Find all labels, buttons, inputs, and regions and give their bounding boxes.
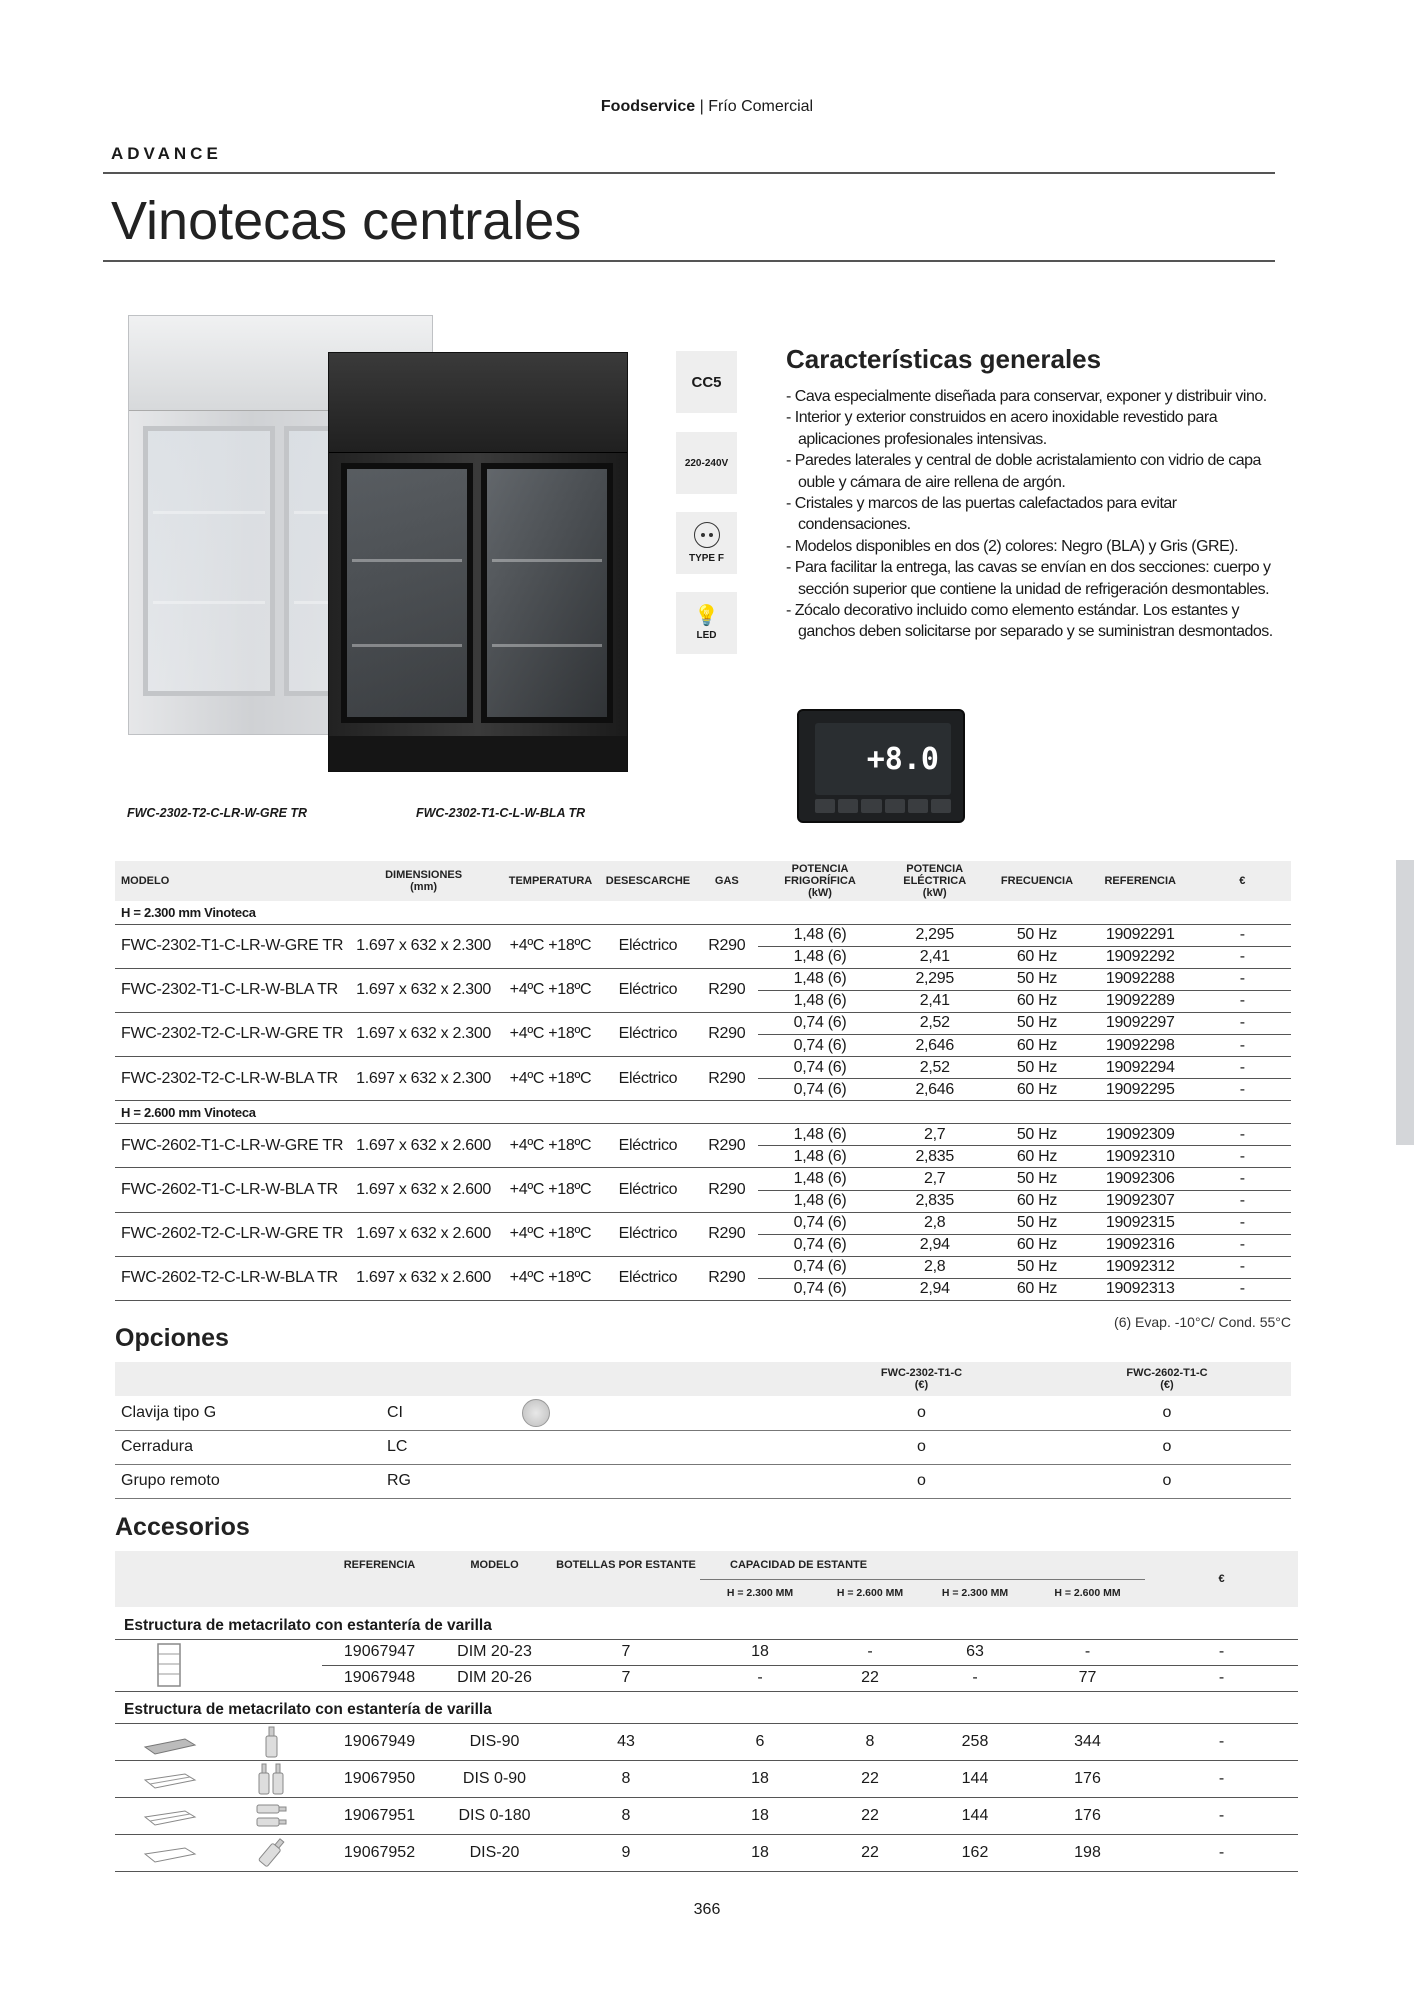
cell-referencia: 19092295 [1087, 1079, 1194, 1101]
cell-euro: - [1194, 1234, 1291, 1256]
feature-item: - Zócalo decorativo incluido como elemento estándar. Los estantes y ganchos deben solicitarse por separado y se suministran desmontados. [786, 602, 1273, 641]
col-h-2600-b: H = 2.600 MM [1030, 1579, 1145, 1607]
cell-potencia-electrica: 2,835 [882, 1190, 987, 1212]
cell-potencia-electrica: 2,7 [882, 1168, 987, 1190]
cell-temperatura: +4ºC +18ºC [501, 1012, 600, 1056]
accessory-model: DIS-20 [437, 1834, 552, 1871]
models-table-body [115, 901, 1291, 1301]
accessory-model: DIS 0-90 [437, 1760, 552, 1797]
accessory-cap: 77 [1030, 1665, 1145, 1691]
cell-dimensiones: 1.697 x 632 x 2.600 [346, 1168, 501, 1212]
page-title: Vinotecas centrales [111, 191, 582, 251]
cell-frecuencia: 50 Hz [987, 1124, 1087, 1146]
accessory-cap: 22 [820, 1760, 920, 1797]
cell-frecuencia: 60 Hz [987, 1190, 1087, 1212]
cell-referencia: 19092294 [1087, 1057, 1194, 1079]
cell-temperatura: +4ºC +18ºC [501, 1256, 600, 1300]
cell-potencia-electrica: 2,8 [882, 1212, 987, 1234]
accessory-ref: 19067951 [322, 1797, 437, 1834]
accessory-cap: - [1030, 1639, 1145, 1665]
wire-shelf-image [141, 1801, 197, 1831]
cell-referencia: 19092315 [1087, 1212, 1194, 1234]
cell-desescarche: Eléctrico [600, 1168, 696, 1212]
header-separator: | [695, 98, 709, 115]
accessory-row [115, 1834, 1298, 1871]
bottle-upright-icon [260, 1725, 284, 1759]
bottle-tilted-icon [255, 1836, 289, 1870]
accessory-cap: 176 [1030, 1797, 1145, 1834]
cell-potencia-frigorifica: 0,74 (6) [758, 1212, 883, 1234]
cell-modelo: FWC-2602-T2-C-LR-W-BLA TR [115, 1256, 346, 1300]
cell-desescarche: Eléctrico [600, 1212, 696, 1256]
accessory-cap: 344 [1030, 1723, 1145, 1760]
cell-frecuencia: 50 Hz [987, 1057, 1087, 1079]
cell-potencia-electrica: 2,94 [882, 1278, 987, 1300]
feature-item: - Cristales y marcos de las puertas calefactados para evitar condensaciones. [786, 495, 1177, 534]
cell-desescarche: Eléctrico [600, 924, 696, 968]
cell-frecuencia: 50 Hz [987, 924, 1087, 946]
cell-frecuencia: 60 Hz [987, 1034, 1087, 1056]
accessory-cap: 8 [820, 1723, 920, 1760]
cell-desescarche: Eléctrico [600, 1057, 696, 1101]
cell-gas: R290 [696, 1057, 758, 1101]
features-title: Características generales [786, 344, 1102, 374]
cell-dimensiones: 1.697 x 632 x 2.600 [346, 1256, 501, 1300]
cell-euro: - [1194, 1079, 1291, 1101]
feature-item: - Interior y exterior construidos en acero inoxidable revestido para aplicaciones profesionales intensivas. [786, 409, 1218, 448]
col-capacidad: CAPACIDAD DE ESTANTE [700, 1551, 1145, 1579]
accessory-row [115, 1639, 1298, 1665]
cell-potencia-frigorifica: 0,74 (6) [758, 1079, 883, 1101]
cell-frecuencia: 60 Hz [987, 1079, 1087, 1101]
cell-modelo: FWC-2602-T1-C-LR-W-GRE TR [115, 1124, 346, 1168]
cell-temperatura: +4ºC +18ºC [501, 1124, 600, 1168]
socket-type-f-icon: TYPE F [676, 512, 737, 574]
cell-referencia: 19092310 [1087, 1146, 1194, 1168]
header-section: Foodservice [600, 98, 696, 115]
accessory-cap: - [700, 1665, 820, 1691]
header-subsection: Frío Comercial [708, 98, 814, 115]
table-row [115, 968, 1291, 990]
feature-item: - Paredes laterales y central de doble acristalamiento con vidrio de capa ouble y cámara de aire rellena de argón. [786, 452, 1261, 491]
cell-potencia-electrica: 2,646 [882, 1034, 987, 1056]
cell-dimensiones: 1.697 x 632 x 2.600 [346, 1124, 501, 1168]
cell-desescarche: Eléctrico [600, 1256, 696, 1300]
table-row [115, 1124, 1291, 1146]
option-value: o [1043, 1396, 1291, 1430]
feature-item: - Para facilitar la entrega, las cavas se envían en dos secciones: cuerpo y sección superior que contiene la unidad de refrigeración desmontables. [786, 559, 1271, 598]
cell-potencia-frigorifica: 0,74 (6) [758, 1012, 883, 1034]
cell-potencia-electrica: 2,41 [882, 946, 987, 968]
cell-referencia: 19092292 [1087, 946, 1194, 968]
product-image [118, 310, 628, 760]
accessory-price: - [1145, 1639, 1298, 1665]
option-code: CI [375, 1396, 500, 1430]
cell-gas: R290 [696, 1168, 758, 1212]
accessory-model: DIS-90 [437, 1723, 552, 1760]
cell-potencia-frigorifica: 1,48 (6) [758, 990, 883, 1012]
accessory-cap: 6 [700, 1723, 820, 1760]
cell-dimensiones: 1.697 x 632 x 2.300 [346, 1012, 501, 1056]
cell-temperatura: +4ºC +18ºC [501, 968, 600, 1012]
accessory-cap: 18 [700, 1760, 820, 1797]
black-cabinet-image [328, 352, 628, 772]
cell-gas: R290 [696, 1256, 758, 1300]
page-number: 366 [693, 1901, 721, 1918]
cell-referencia: 19092309 [1087, 1124, 1194, 1146]
cell-potencia-electrica: 2,646 [882, 1079, 987, 1101]
cell-potencia-frigorifica: 0,74 (6) [758, 1057, 883, 1079]
cell-frecuencia: 50 Hz [987, 1212, 1087, 1234]
cell-potencia-frigorifica: 1,48 (6) [758, 1124, 883, 1146]
cell-referencia: 19092288 [1087, 968, 1194, 990]
col-referencia: REFERENCIA [1087, 861, 1194, 901]
col-referencia: REFERENCIA [322, 1551, 437, 1607]
cell-euro: - [1194, 1278, 1291, 1300]
accessory-row [115, 1723, 1298, 1760]
accessory-cap: - [920, 1665, 1030, 1691]
cell-potencia-frigorifica: 0,74 (6) [758, 1034, 883, 1056]
cell-euro: - [1194, 1057, 1291, 1079]
cell-dimensiones: 1.697 x 632 x 2.300 [346, 924, 501, 968]
accessory-bottles: 7 [552, 1639, 700, 1665]
accessory-price: - [1145, 1760, 1298, 1797]
cell-potencia-electrica: 2,94 [882, 1234, 987, 1256]
table-row [115, 1057, 1291, 1079]
accessory-model: DIM 20-23 [437, 1639, 552, 1665]
wire-shelf-image [141, 1764, 197, 1794]
accessory-group-label: Estructura de metacrilato con estantería de varilla [115, 1607, 1298, 1639]
cell-frecuencia: 50 Hz [987, 1256, 1087, 1278]
col-frecuencia: FRECUENCIA [987, 861, 1087, 901]
cell-frecuencia: 50 Hz [987, 1012, 1087, 1034]
cell-euro: - [1194, 1212, 1291, 1234]
accessory-cap: 63 [920, 1639, 1030, 1665]
col-temperatura: TEMPERATURA [501, 861, 600, 901]
cell-euro: - [1194, 1168, 1291, 1190]
col-desescarche: DESESCARCHE [600, 861, 696, 901]
col-h-2300-b: H = 2.300 MM [920, 1579, 1030, 1607]
option-value: o [1043, 1464, 1291, 1498]
accessory-ref: 19067947 [322, 1639, 437, 1665]
feature-item: - Cava especialmente diseñada para conservar, exponer y distribuir vino. [786, 388, 1267, 405]
option-value: o [800, 1430, 1043, 1464]
col-botellas: BOTELLAS POR ESTANTE [552, 1551, 700, 1607]
group-row [115, 901, 1291, 924]
cell-potencia-electrica: 2,41 [882, 990, 987, 1012]
cell-potencia-frigorifica: 1,48 (6) [758, 968, 883, 990]
col-fwc-2302: FWC-2302-T1-C (€) [800, 1362, 1043, 1396]
accessory-cap: 144 [920, 1797, 1030, 1834]
cell-desescarche: Eléctrico [600, 1012, 696, 1056]
accessory-bottles: 8 [552, 1760, 700, 1797]
cell-potencia-frigorifica: 1,48 (6) [758, 1168, 883, 1190]
accessory-model: DIM 20-26 [437, 1665, 552, 1691]
accessory-cap: 18 [700, 1834, 820, 1871]
cell-modelo: FWC-2302-T1-C-LR-W-GRE TR [115, 924, 346, 968]
cc5-badge-icon: CC5 [676, 351, 737, 413]
cell-euro: - [1194, 1256, 1291, 1278]
option-name: Cerradura [115, 1430, 375, 1464]
accessory-bottles: 7 [552, 1665, 700, 1691]
col-modelo: MODELO [437, 1551, 552, 1607]
controller-image [797, 709, 965, 823]
models-table [115, 861, 1291, 1301]
cell-potencia-electrica: 2,295 [882, 924, 987, 946]
table-row [115, 1256, 1291, 1278]
cell-modelo: FWC-2302-T1-C-LR-W-BLA TR [115, 968, 346, 1012]
cell-euro: - [1194, 990, 1291, 1012]
cell-frecuencia: 60 Hz [987, 946, 1087, 968]
option-value: o [800, 1464, 1043, 1498]
options-table [115, 1362, 1291, 1499]
cell-potencia-electrica: 2,52 [882, 1012, 987, 1034]
accessory-model: DIS 0-180 [437, 1797, 552, 1834]
accessory-row [115, 1665, 1298, 1691]
controller-display: +8.0 [815, 723, 951, 795]
cell-potencia-frigorifica: 1,48 (6) [758, 1190, 883, 1212]
options-title: Opciones [115, 1324, 229, 1352]
accessory-bottles: 8 [552, 1797, 700, 1834]
cell-potencia-frigorifica: 1,48 (6) [758, 924, 883, 946]
col-gas: GAS [696, 861, 758, 901]
features-list [786, 386, 1276, 643]
col-modelo: MODELO [115, 861, 346, 901]
col-potencia-electrica: POTENCIA ELÉCTRICA (kW) [882, 861, 987, 901]
cell-referencia: 19092289 [1087, 990, 1194, 1012]
cell-frecuencia: 50 Hz [987, 968, 1087, 990]
col-dimensiones: DIMENSIONES (mm) [346, 861, 501, 901]
feature-item: - Modelos disponibles en dos (2) colores: Negro (BLA) y Gris (GRE). [786, 537, 1239, 555]
cell-potencia-frigorifica: 1,48 (6) [758, 946, 883, 968]
accessory-cap: 258 [920, 1723, 1030, 1760]
cell-frecuencia: 60 Hz [987, 990, 1087, 1012]
accessory-cap: 144 [920, 1760, 1030, 1797]
cell-potencia-frigorifica: 1,48 (6) [758, 1146, 883, 1168]
wire-shelf-image [141, 1838, 197, 1868]
side-tab [1396, 860, 1414, 1145]
accessories-table [115, 1551, 1298, 1872]
caption-right: FWC-2302-T1-C-L-W-BLA TR [416, 806, 586, 820]
cell-frecuencia: 60 Hz [987, 1278, 1087, 1300]
option-code: RG [375, 1464, 500, 1498]
accessory-price: - [1145, 1723, 1298, 1760]
accessory-cap: 198 [1030, 1834, 1145, 1871]
cell-referencia: 19092316 [1087, 1234, 1194, 1256]
option-name: Grupo remoto [115, 1464, 375, 1498]
col-fwc-2602: FWC-2602-T1-C (€) [1043, 1362, 1291, 1396]
cell-potencia-electrica: 2,7 [882, 1124, 987, 1146]
accessory-ref: 19067950 [322, 1760, 437, 1797]
cell-potencia-frigorifica: 0,74 (6) [758, 1278, 883, 1300]
cell-temperatura: +4ºC +18ºC [501, 1168, 600, 1212]
accessories-title: Accesorios [115, 1513, 250, 1541]
cell-referencia: 19092291 [1087, 924, 1194, 946]
accessories-table-header [115, 1551, 1298, 1579]
cell-potencia-electrica: 2,8 [882, 1256, 987, 1278]
cell-gas: R290 [696, 1212, 758, 1256]
table-row [115, 1168, 1291, 1190]
accessory-price: - [1145, 1834, 1298, 1871]
cell-desescarche: Eléctrico [600, 968, 696, 1012]
table-row [115, 1212, 1291, 1234]
cell-gas: R290 [696, 924, 758, 968]
option-value: o [800, 1396, 1043, 1430]
cell-frecuencia: 60 Hz [987, 1234, 1087, 1256]
header-divider [103, 172, 1275, 174]
cell-potencia-frigorifica: 0,74 (6) [758, 1234, 883, 1256]
accessory-ref: 19067952 [322, 1834, 437, 1871]
cell-temperatura: +4ºC +18ºC [501, 1212, 600, 1256]
accessory-group-label: Estructura de metacrilato con estantería de varilla [115, 1691, 1298, 1723]
cell-referencia: 19092307 [1087, 1190, 1194, 1212]
accessory-bottles: 43 [552, 1723, 700, 1760]
cell-gas: R290 [696, 1012, 758, 1056]
accessory-cap: 18 [700, 1639, 820, 1665]
lightbulb-icon: 💡 LED [676, 592, 737, 654]
accessory-row [115, 1760, 1298, 1797]
accessory-row [115, 1797, 1298, 1834]
cell-referencia: 19092313 [1087, 1278, 1194, 1300]
group-label: H = 2.600 mm Vinoteca [115, 1101, 1291, 1124]
cell-modelo: FWC-2602-T1-C-LR-W-BLA TR [115, 1168, 346, 1212]
plug-type-g-image [522, 1399, 550, 1427]
option-code: LC [375, 1430, 500, 1464]
accessory-cap: 22 [820, 1665, 920, 1691]
page-header [0, 98, 1414, 116]
cell-frecuencia: 50 Hz [987, 1168, 1087, 1190]
accessory-ref: 19067949 [322, 1723, 437, 1760]
table-row [115, 1012, 1291, 1034]
caption-left: FWC-2302-T2-C-LR-W-GRE TR [127, 806, 308, 820]
cell-frecuencia: 60 Hz [987, 1146, 1087, 1168]
brand-label: ADVANCE [111, 144, 222, 163]
cell-potencia-frigorifica: 0,74 (6) [758, 1256, 883, 1278]
bottles-lying-icon [255, 1801, 289, 1831]
shelf-image [141, 1727, 197, 1757]
cell-gas: R290 [696, 1124, 758, 1168]
accessory-cap: 18 [700, 1797, 820, 1834]
col-potencia-frigorifica: POTENCIA FRIGORÍFICA (kW) [758, 861, 883, 901]
col-h-2600-a: H = 2.600 MM [820, 1579, 920, 1607]
accessory-price: - [1145, 1665, 1298, 1691]
cell-modelo: FWC-2302-T2-C-LR-W-BLA TR [115, 1057, 346, 1101]
accessory-cap: 162 [920, 1834, 1030, 1871]
accessory-cap: - [820, 1639, 920, 1665]
accessory-bottles: 9 [552, 1834, 700, 1871]
accessory-cap: 22 [820, 1797, 920, 1834]
metacrylate-structure-image [152, 1642, 186, 1688]
cell-desescarche: Eléctrico [600, 1124, 696, 1168]
cell-euro: - [1194, 1190, 1291, 1212]
accessory-price: - [1145, 1797, 1298, 1834]
accessory-ref: 19067948 [322, 1665, 437, 1691]
col-h-2300-a: H = 2.300 MM [700, 1579, 820, 1607]
options-table-header [115, 1362, 1291, 1396]
footnote: (6) Evap. -10°C/ Cond. 55°C [1114, 1314, 1291, 1330]
cell-euro: - [1194, 924, 1291, 946]
cell-euro: - [1194, 1012, 1291, 1034]
cell-euro: - [1194, 946, 1291, 968]
cell-referencia: 19092297 [1087, 1012, 1194, 1034]
cell-potencia-electrica: 2,52 [882, 1057, 987, 1079]
cell-referencia: 19092298 [1087, 1034, 1194, 1056]
cell-gas: R290 [696, 968, 758, 1012]
cell-euro: - [1194, 1034, 1291, 1056]
cell-potencia-electrica: 2,835 [882, 1146, 987, 1168]
cell-euro: - [1194, 1124, 1291, 1146]
option-row [115, 1430, 1291, 1464]
cell-temperatura: +4ºC +18ºC [501, 924, 600, 968]
cell-dimensiones: 1.697 x 632 x 2.300 [346, 968, 501, 1012]
cell-dimensiones: 1.697 x 632 x 2.600 [346, 1212, 501, 1256]
title-divider [103, 260, 1275, 262]
cell-modelo: FWC-2302-T2-C-LR-W-GRE TR [115, 1012, 346, 1056]
cell-temperatura: +4ºC +18ºC [501, 1057, 600, 1101]
cell-euro: - [1194, 1146, 1291, 1168]
option-name: Clavija tipo G [115, 1396, 375, 1430]
col-euro: € [1145, 1551, 1298, 1607]
option-row [115, 1396, 1291, 1430]
option-row [115, 1464, 1291, 1498]
table-row [115, 924, 1291, 946]
col-euro: € [1194, 861, 1291, 901]
group-label: H = 2.300 mm Vinoteca [115, 901, 1291, 924]
models-table-header [115, 861, 1291, 901]
bottles-upright-icon [257, 1762, 287, 1796]
cell-euro: - [1194, 968, 1291, 990]
accessory-cap: 176 [1030, 1760, 1145, 1797]
cell-referencia: 19092312 [1087, 1256, 1194, 1278]
cell-dimensiones: 1.697 x 632 x 2.300 [346, 1057, 501, 1101]
cell-potencia-electrica: 2,295 [882, 968, 987, 990]
cell-referencia: 19092306 [1087, 1168, 1194, 1190]
voltage-icon: 220-240V [676, 432, 737, 494]
cell-modelo: FWC-2602-T2-C-LR-W-GRE TR [115, 1212, 346, 1256]
option-value: o [1043, 1430, 1291, 1464]
group-row [115, 1101, 1291, 1124]
accessory-cap: 22 [820, 1834, 920, 1871]
